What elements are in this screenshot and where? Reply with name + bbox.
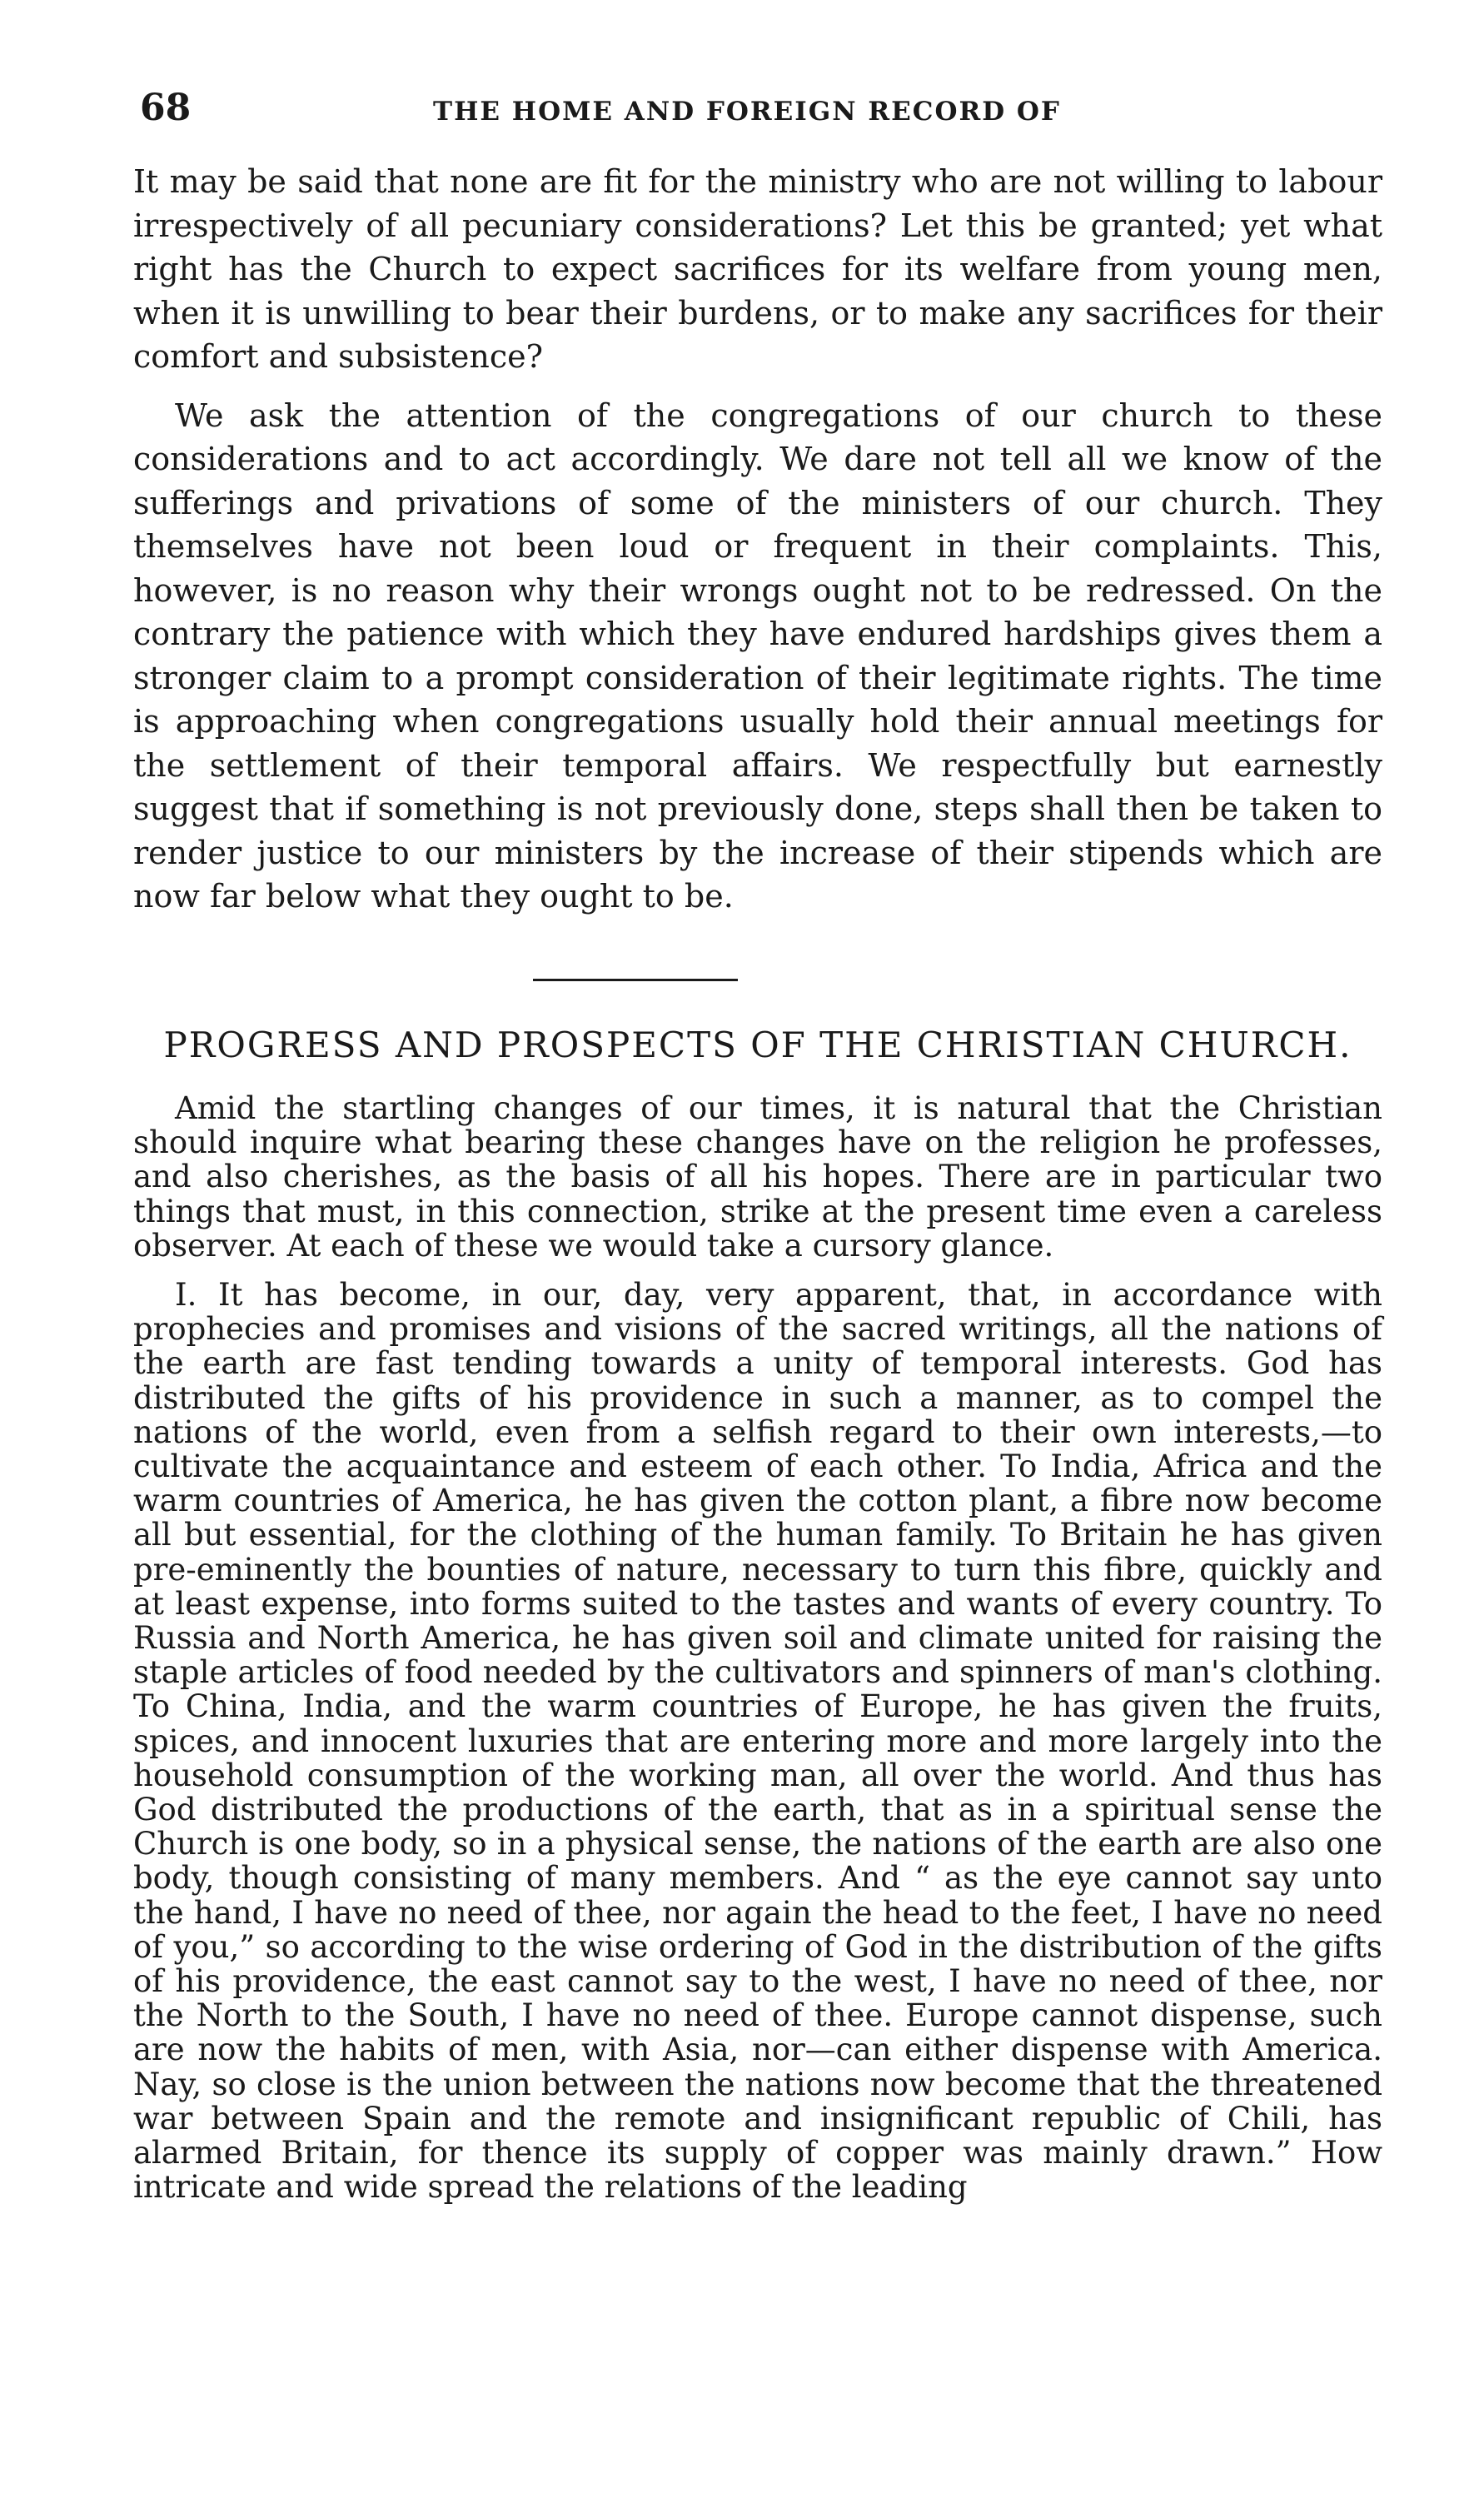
section-divider [533, 979, 738, 981]
section-continuation [133, 160, 1382, 919]
paragraph: It may be said that none are fit for the ministry who are not willing to labour irrespectively of all pecuniary considerations? Let this be granted; yet what right has the Church to expect sacrifices for its welfare from young men, when it is unwilling to bear their burdens, or to make any sacrifices for their comfort and subsistence? [133, 163, 1382, 375]
paragraph: I. It has become, in our, day, very apparent, that, in accordance with prophecies and promises and visions of the sacred writings, all the nations of the earth are fast tending towards a unity of temporal interests. God has distributed the gifts of his providence in such a manner, as to compel the nations of the world, even from a selfish regard to their own interests,—to cultivate the acquaintance and esteem of each other. To India, Africa and the warm countries of America, he has given the cotton plant, a fibre now become all but essential, for the clothing of the human family. To Britain he has given pre-eminently the bounties of nature, necessary to turn this fibre, quickly and at least expense, into forms suited to the tastes and wants of every country. To Russia and North America, he has given soil and climate united for raising the staple articles of food needed by the cultivators and spinners of man's clothing. To China, India, and the warm countries of Europe, he has given the fruits, spices, and innocent luxuries that are entering more and more largely into the household consumption of the working man, all over the world. And thus has God distributed the productions of the earth, that as in a spiritual sense the Church is one body, so in a physical sense, the nations of the earth are also one body, though consisting of many members. And “ as the eye cannot say unto the hand, I have no need of thee, nor again the head to the feet, I have no need of you,” so according to the wise ordering of God in the distribution of the gifts of his providence, the east cannot say to the west, I have no need of thee, nor the North to the South, I have no need of thee. Europe cannot dispense, such are now the habits of men, with Asia, nor—can either dispense with America. Nay, so close is the union between the nations now become that the threatened war between Spain and the remote and insignificant republic of Chili, has alarmed Britain, for thence its supply of copper was mainly drawn.” How intricate and wide spread the relations of the leading [133, 1277, 1382, 2206]
paragraph: Amid the startling changes of our times, it is natural that the Christian should inquire what bearing these changes have on the religion he professes, and also cherishes, as the basis of all his hopes. There are in particular two things that must, in this connection, strike at the present time even a careless observer. At each of these we would take a cursory glance. [133, 1090, 1382, 1264]
running-title: THE HOME AND FOREIGN RECORD OF [433, 97, 1061, 127]
page-header [133, 83, 1382, 133]
article-title: PROGRESS AND PROSPECTS OF THE CHRISTIAN CHURCH. [163, 1025, 1352, 1065]
page-number: 68 [140, 87, 192, 129]
paragraph: We ask the attention of the congregations of our church to these considerations and to act accordingly. We dare not tell all we know of the sufferings and privations of some of the ministers of our church. They themselves have not been loud or frequent in their complaints. This, however, is no reason why their wrongs ought not to be redressed. On the contrary the patience with which they have endured hardships gives them a stronger claim to a prompt consideration of their legitimate rights. The time is approaching when congregations usually hold their annual meetings for the settlement of their temporal affairs. We respectfully but earnestly suggest that if something is not previously done, steps shall then be taken to render justice to our ministers by the increase of their stipends which are now far below what they ought to be. [133, 396, 1382, 915]
article-body [133, 1091, 1382, 2205]
